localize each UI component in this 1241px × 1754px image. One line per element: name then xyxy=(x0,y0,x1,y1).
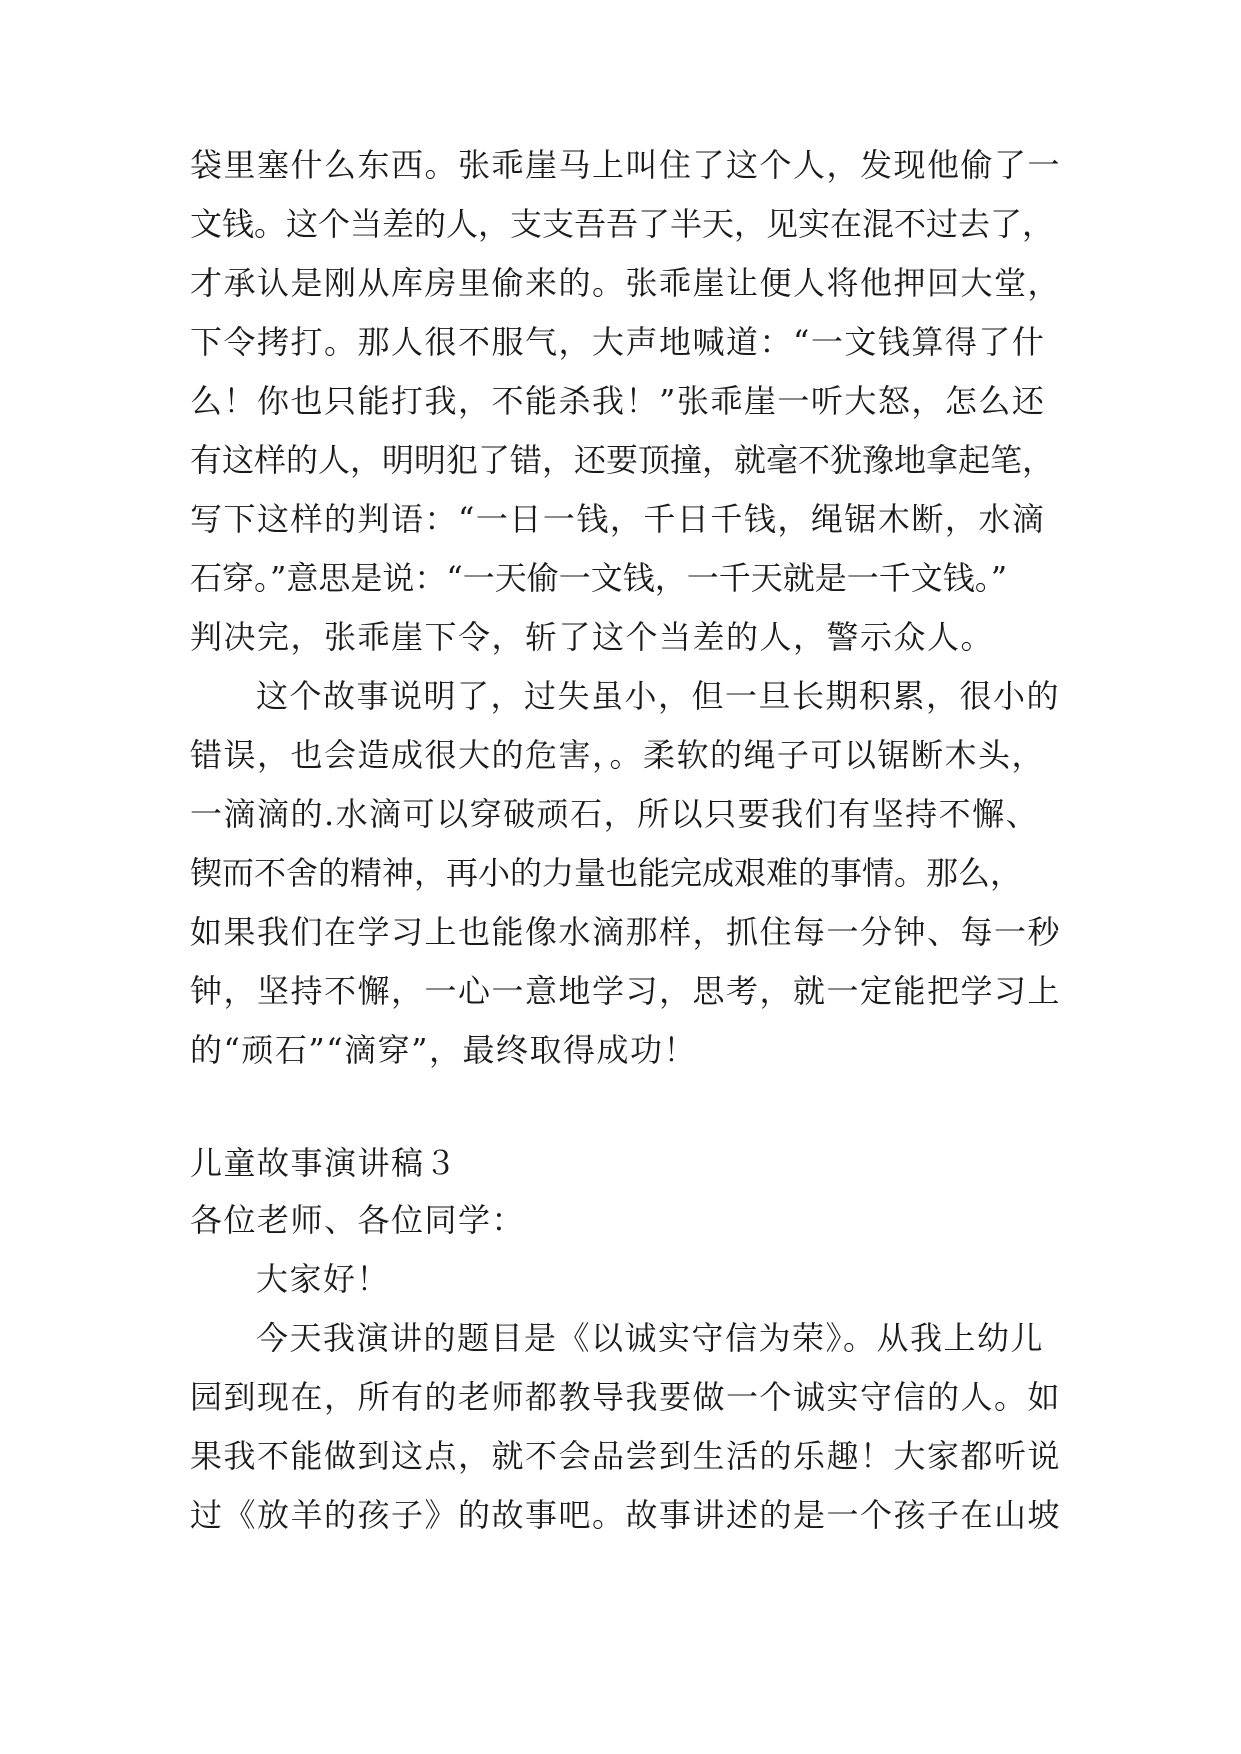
text-line: 有这样的人，明明犯了错，还要顶撞，就毫不犹豫地拿起笔， xyxy=(190,441,1055,479)
text-line: 石穿。”意思是说：“一天偷一文钱，一千天就是一千文钱。” xyxy=(190,559,1008,597)
text-line: 锲而不舍的精神，再小的力量也能完成艰难的事情。那么， xyxy=(190,854,1023,892)
text-line: 下令拷打。那人很不服气，大声地喊道：“一文钱算得了什 xyxy=(190,323,1046,361)
text-line: 这个故事说明了，过失虽小，但一旦长期积累，很小的 xyxy=(256,677,1061,715)
text-line: 袋里塞什么东西。张乖崖马上叫住了这个人，发现他偷了一 xyxy=(190,146,1062,184)
text-line: 写下这样的判语：“一日一钱，千日千钱，绳锯木断，水滴 xyxy=(190,500,1046,538)
greeting: 大家好！ xyxy=(256,1260,391,1298)
text-line: 才承认是刚从库房里偷来的。张乖崖让便人将他押回大堂， xyxy=(190,264,1062,302)
text-line: 判决完，张乖崖下令，斩了这个当差的人，警示众人。 xyxy=(190,618,995,656)
text-line: 一滴滴的.水滴可以穿破顽石，所以只要我们有坚持不懈、 xyxy=(190,795,1040,833)
text-line: 园到现在，所有的老师都教导我要做一个诚实守信的人。如 xyxy=(190,1378,1062,1416)
text-line: 错误，也会造成很大的危害，。柔软的绳子可以锯断木头， xyxy=(190,736,1046,774)
salutation: 各位老师、各位同学： xyxy=(190,1201,526,1239)
text-line: 过《放羊的孩子》的故事吧。故事讲述的是一个孩子在山坡 xyxy=(190,1496,1062,1534)
text-line: 文钱。这个当差的人，支支吾吾了半天，见实在混不过去了， xyxy=(190,205,1055,243)
text-line: 么！你也只能打我，不能杀我！”张乖崖一听大怒，怎么还 xyxy=(190,382,1046,420)
text-line: 果我不能做到这点，就不会品尝到生活的乐趣！大家都听说 xyxy=(190,1437,1062,1475)
section-title: 儿童故事演讲稿３ xyxy=(190,1144,459,1182)
text-line: 今天我演讲的题目是《以诚实守信为荣》。从我上幼儿 xyxy=(256,1319,1045,1357)
text-line: 如果我们在学习上也能像水滴那样，抓住每一分钟、每一秒 xyxy=(190,913,1062,951)
text-line: 钟，坚持不懈，一心一意地学习，思考，就一定能把学习上 xyxy=(190,972,1062,1010)
text-line: 的“顽石”“滴穿”，最终取得成功！ xyxy=(190,1031,697,1069)
